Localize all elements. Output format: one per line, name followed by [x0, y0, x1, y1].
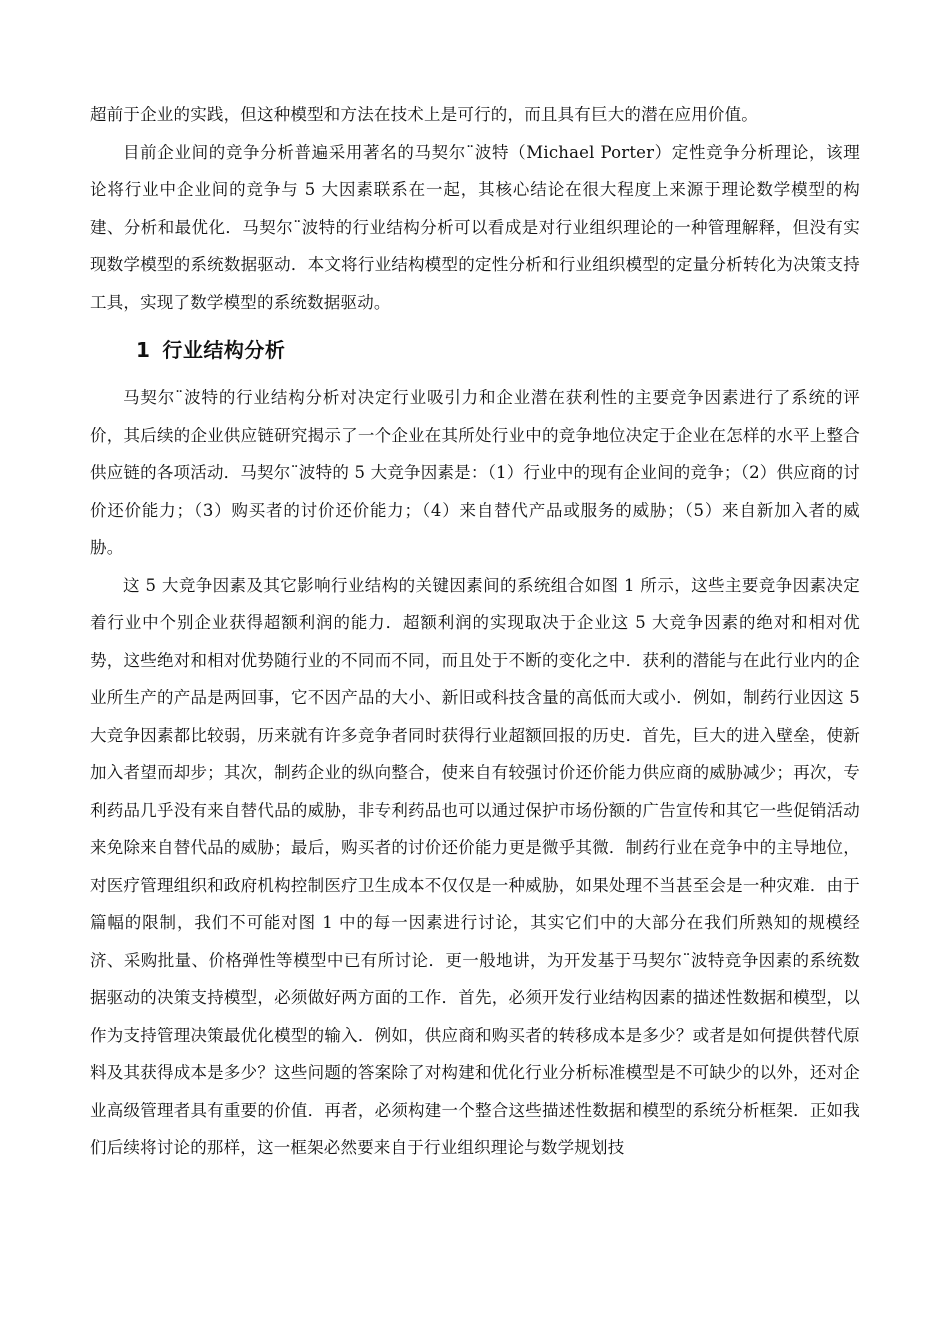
document-page [90, 96, 860, 1167]
section-title: 行业结构分析 [162, 338, 286, 362]
paragraph-intro: 目前企业间的竞争分析普遍采用著名的马契尔¨波特（Michael Porter）定性竞争分析理论，该理论将行业中企业间的竞争与 5 大因素联系在一起，其核心结论在很大程度上来源于理论数学模型的构建、分析和最优化．马契尔¨波特的行业结构分析可以看成是对行业组织理论的一种管理解释，但没有实现数学模型的系统数据驱动．本文将行业结构模型的定性分析和行业组织模型的定量分析转化为决策支持工具，实现了数学模型的系统数据驱动。 [90, 142, 860, 312]
section-number: 1 [136, 338, 151, 362]
paragraph-five-forces: 马契尔¨波特的行业结构分析对决定行业吸引力和企业潜在获利性的主要竞争因素进行了系统的评价，其后续的企业供应链研究揭示了一个企业在其所处行业中的竞争地位决定于企业在怎样的水平上整合供应链的各项活动．马契尔¨波特的 5 大竞争因素是：（1）行业中的现有企业间的竞争；（2）供应商的讨价还价能力；（3）购买者的讨价还价能力；（4）来自替代产品或服务的威胁；（5）来自新加入者的威胁。 [90, 388, 860, 557]
paragraph-continued: 超前于企业的实践，但这种模型和方法在技术上是可行的，而且具有巨大的潜在应用价值。 [90, 105, 758, 124]
section-heading [90, 327, 860, 373]
paragraph-figure-discussion: 这 5 大竞争因素及其它影响行业结构的关键因素间的系统组合如图 1 所示，这些主要竞争因素决定着行业中个别企业获得超额利润的能力．超额利润的实现取决于企业这 5 大竞争因素的绝对和相对优势，这些绝对和相对优势随行业的不同而不同，而且处于不断的变化之中．获利的潜能与在此行业内的企业所生产的产品是两回事，它不因产品的大小、新旧或科技含量的高低而大或小．例如，制药行业因这 5 大竞争因素都比较弱，历来就有许多竞争者同时获得行业超额回报的历史．首先，巨大的进入壁垒，使新加入者望而却步；其次，制药企业的纵向整合，使来自有较强讨价还价能力供应商的威胁减少；再次，专利药品几乎没有来自替代品的威胁，非专利药品也可以通过保护市场份额的广告宣传和其它一些促销活动来免除来自替代品的威胁；最后，购买者的讨价还价能力更是微乎其微．制药行业在竞争中的主导地位，对医疗管理组织和政府机构控制医疗卫生成本不仅仅是一种威胁，如果处理不当甚至会是一种灾难．由于篇幅的限制，我们不可能对图 1 中的每一因素进行讨论，其实它们中的大部分在我们所熟知的规模经济、采购批量、价格弹性等模型中已有所讨论．更一般地讲，为开发基于马契尔¨波特竞争因素的系统数据驱动的决策支持模型，必须做好两方面的工作．首先，必须开发行业结构因素的描述性数据和模型，以作为支持管理决策最优化模型的输入．例如，供应商和购买者的转移成本是多少？或者是如何提供替代原料及其获得成本是多少？这些问题的答案除了对构建和优化行业分析标准模型是不可缺少的以外，还对企业高级管理者具有重要的价值．再者，必须构建一个整合这些描述性数据和模型的系统分析框架．正如我们后续将讨论的那样，这一框架必然要来自于行业组织理论与数学规划技 [90, 575, 860, 1157]
